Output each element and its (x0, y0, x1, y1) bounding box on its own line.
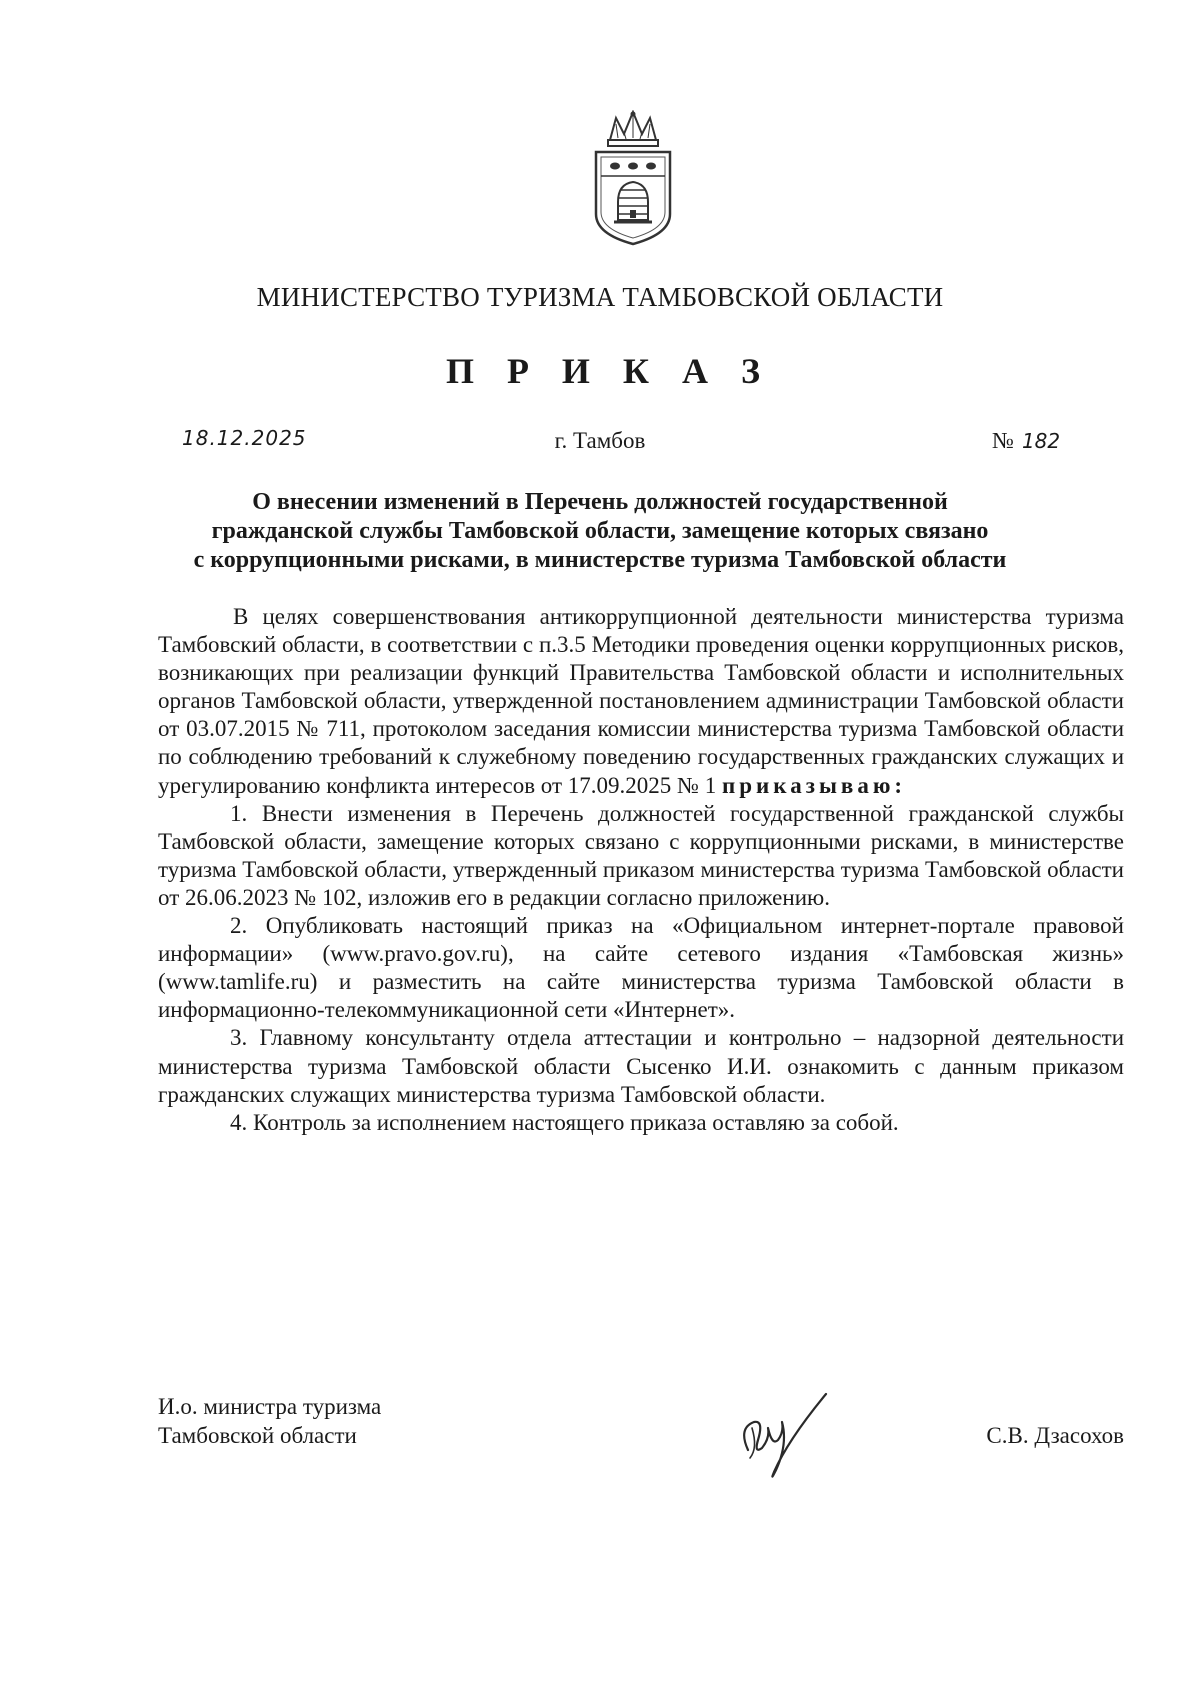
order-item: 2. Опубликовать настоящий приказ на «Официальном интернет-портале правовой информации» (www.pravo.gov.ru), на сайте сетевого издания «Тамбовская жизнь» (www.tamlife.ru) и разместить на сайте министерства туризма Тамбовской области в информационно-телекоммуникационной сети «Интернет». (158, 913, 1124, 1023)
preamble-text: В целях совершенствования антикоррупционной деятельности министерства туризма Тамбовский области, в соответствии с п.3.5 Методики проведения оценки коррупционных рисков, возникающих при реализации функций Правительства Тамбовской области и исполнительных органов Тамбовской области, утвержденной постановлением администрации Тамбовской области от 03.07.2015 № 711, протоколом заседания комиссии министерства туризма Тамбовской области по соблюдению требований к служебному поведению государственных гражданских служащих и урегулированию конфликта интересов от 17.09.2025 № 1 (158, 604, 1124, 798)
position-line: И.о. министра туризма (158, 1394, 382, 1419)
document-title: П Р И К А З (445, 351, 773, 391)
heading-line: гражданской службы Тамбовской области, замещение которых связано (211, 518, 989, 544)
number-label: № (992, 428, 1014, 453)
document-meta-row (0, 426, 1200, 466)
document-body (158, 603, 1124, 1137)
signatory-position (158, 1392, 381, 1450)
document-heading (140, 488, 1060, 575)
position-line: Тамбовской области (158, 1423, 357, 1448)
handwritten-signature-icon (728, 1388, 838, 1488)
order-item: 1. Внести изменения в Перечень должностей государственной гражданской службы Тамбовской области, замещение которых связано с коррупционными рисками, в министерстве туризма Тамбовской области, утвержденный приказом министерства туризма Тамбовской области от 26.06.2023 № 102, изложив его в редакции согласно приложению. (158, 800, 1124, 910)
preamble-paragraph (158, 603, 1124, 800)
document-city: г. Тамбов (554, 428, 646, 453)
decree-word: приказываю: (722, 772, 907, 798)
document-number (992, 428, 1060, 454)
document-date: 18.12.2025 (182, 426, 307, 450)
order-item: 4. Контроль за исполнением настоящего приказа оставляю за собой. (230, 1109, 899, 1135)
signatory-name: С.В. Дзасохов (986, 1423, 1124, 1448)
ministry-name: МИНИСТЕРСТВО ТУРИЗМА ТАМБОВСКОЙ ОБЛАСТИ (256, 282, 944, 312)
coat-of-arms-icon (588, 110, 678, 248)
signature-block (158, 1392, 1124, 1512)
heading-line: с коррупционными рисками, в министерстве туризма Тамбовской области (193, 547, 1007, 573)
order-item: 3. Главному консультанту отдела аттестации и контрольно – надзорной деятельности министерства туризма Тамбовской области Сысенко И.И. ознакомить с данным приказом гражданских служащих министерства туризма Тамбовской области. (158, 1025, 1124, 1107)
heading-line: О внесении изменений в Перечень должностей государственной (252, 489, 948, 515)
number-value: 182 (1021, 429, 1061, 453)
